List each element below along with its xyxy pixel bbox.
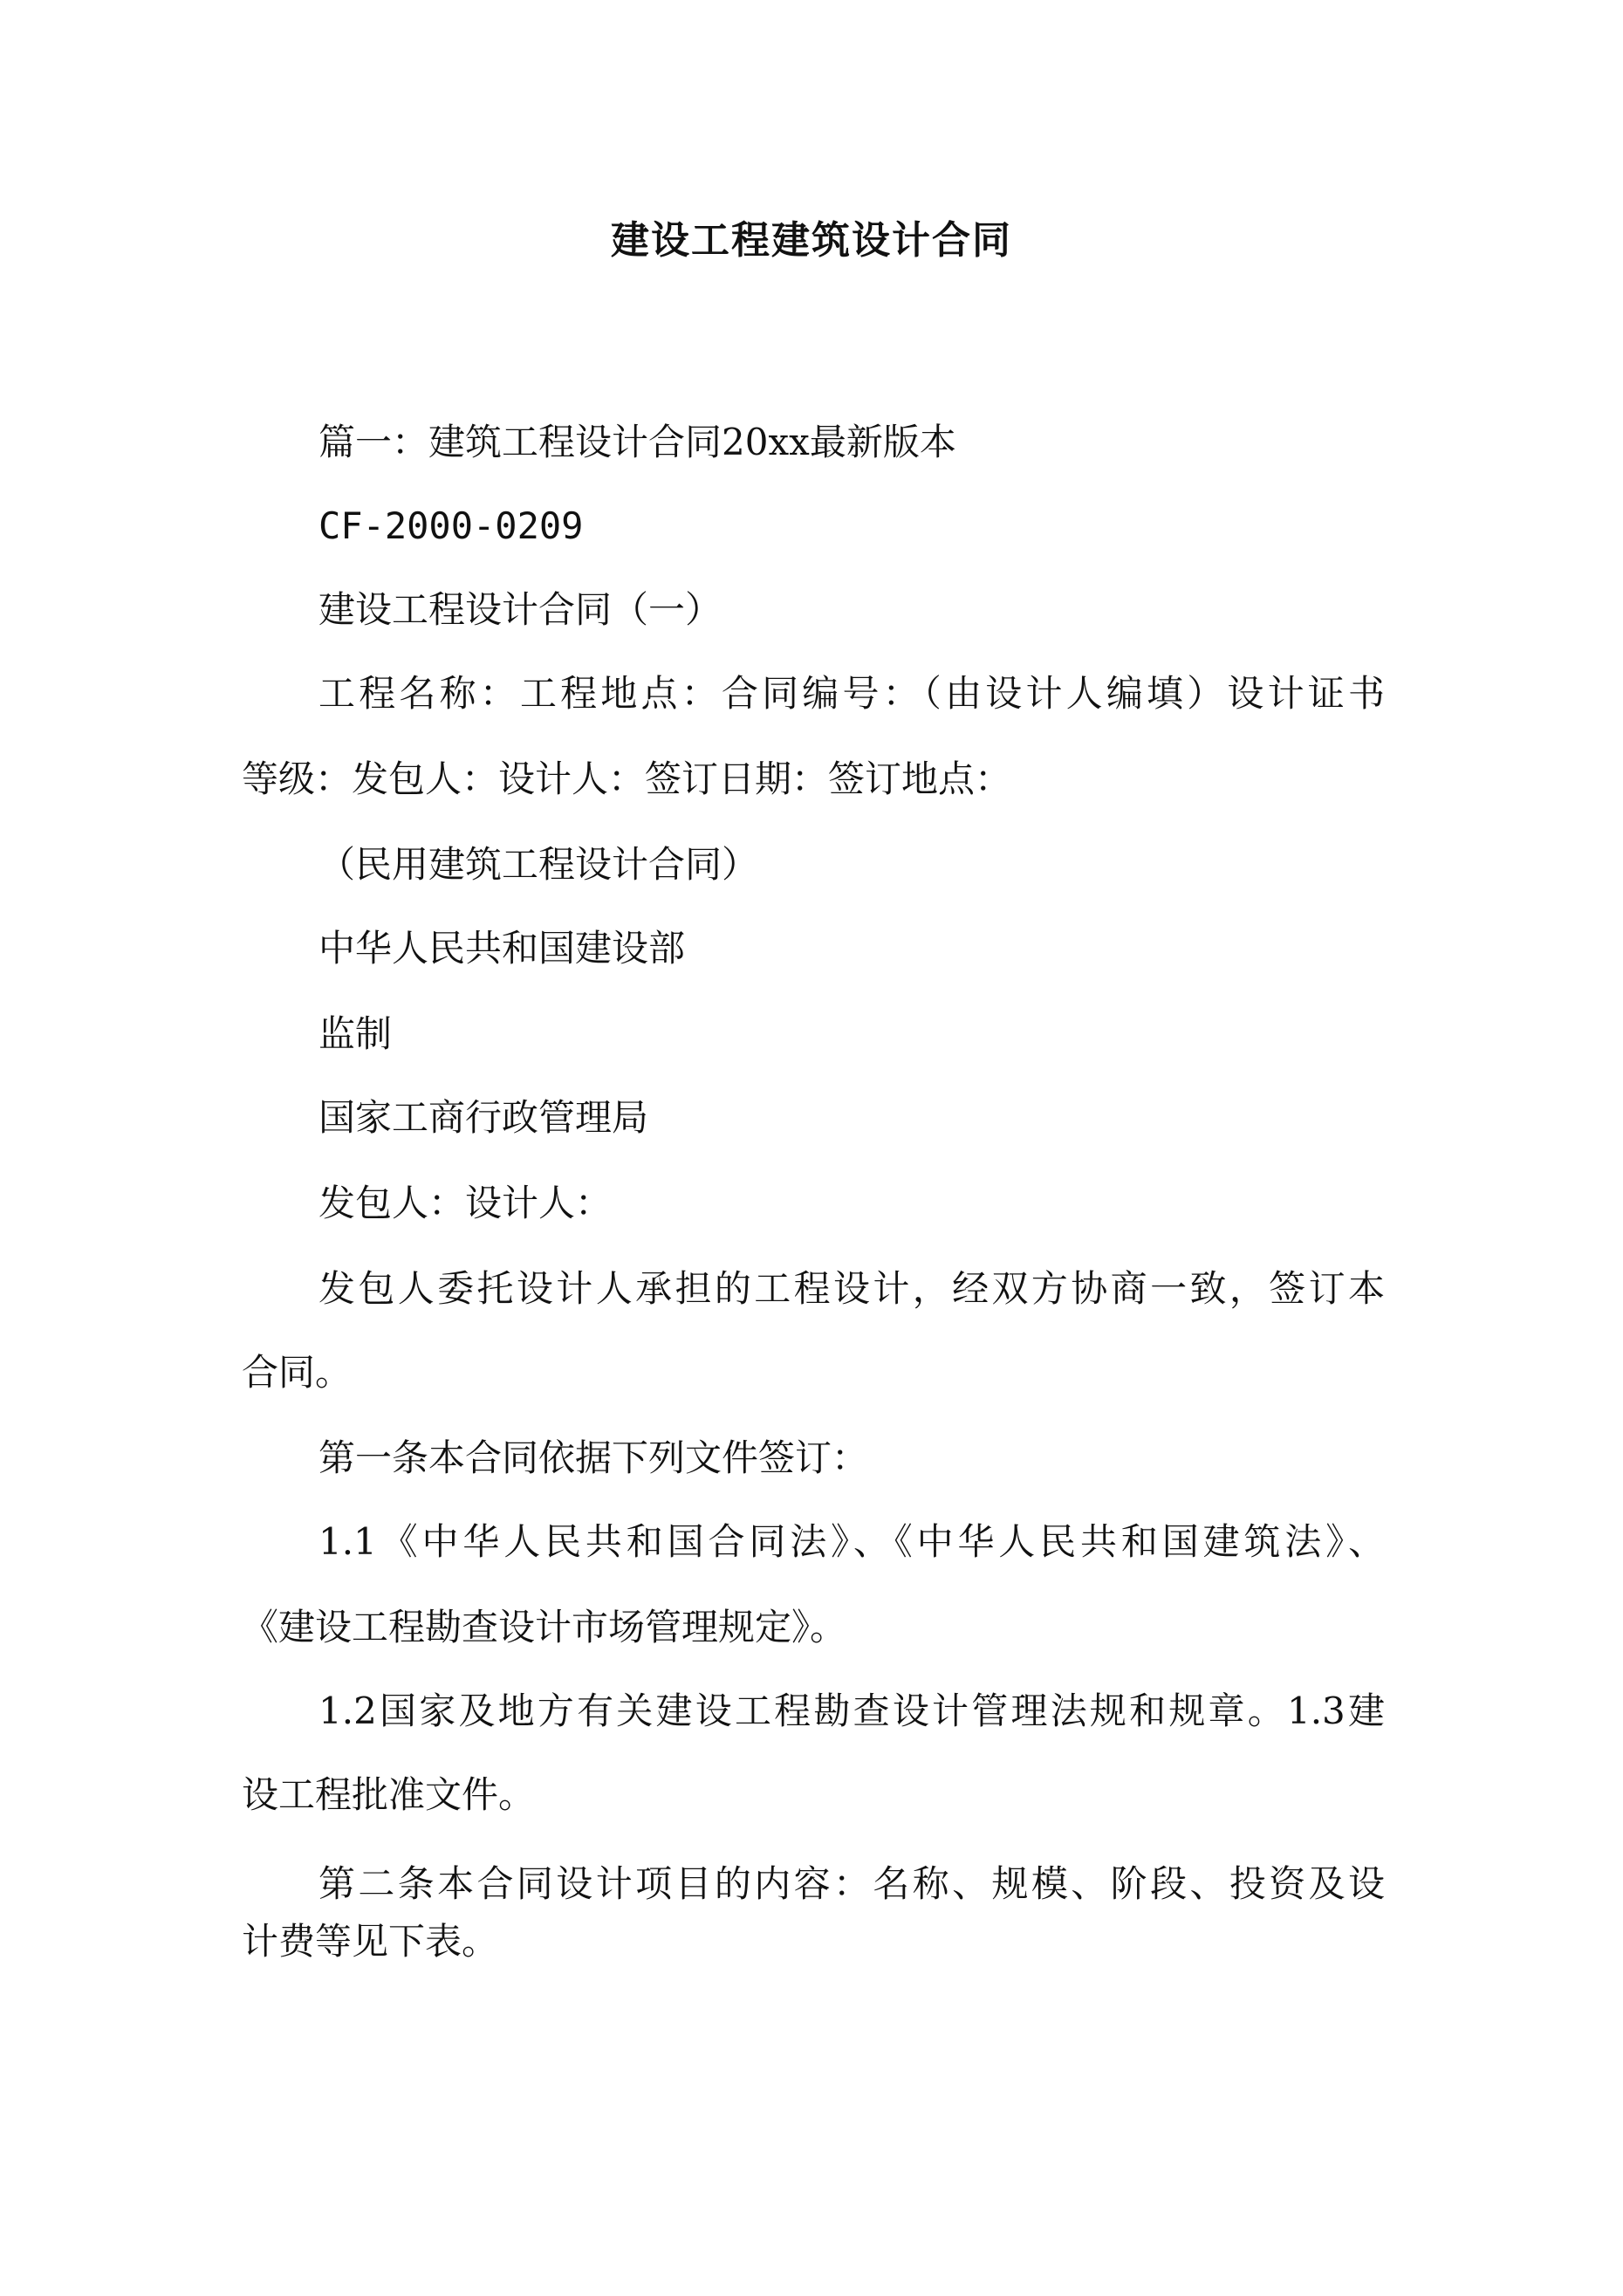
paragraph-line: 等级：发包人：设计人：签订日期：签订地点：: [242, 757, 1012, 800]
paragraph-line: 《建设工程勘查设计市场管理规定》。: [242, 1606, 847, 1648]
contract-subtitle: 建设工程设计合同（一）: [318, 588, 722, 631]
paragraph-line: 发包人委托设计人承担的工程设计，经双方协商一致，签订本: [318, 1267, 1385, 1310]
paragraph-line: 中华人民共和国建设部: [318, 927, 686, 970]
paragraph-line: 计费等见下表。: [242, 1920, 499, 1963]
paragraph-line: 1.2国家及地方有关建设工程勘查设计管理法规和规章。1.3建: [318, 1689, 1385, 1732]
paragraph-line: （民用建筑工程设计合同）: [318, 843, 759, 886]
contract-code: CF-2000-0209: [318, 504, 584, 547]
paragraph-line: 国家工商行政管理局: [318, 1096, 649, 1139]
paragraph-line: 设工程批准文件。: [242, 1773, 536, 1816]
paragraph-line: 工程名称：工程地点：合同编号：（由设计人编填）设计证书: [318, 672, 1385, 715]
paragraph-line: 合同。: [242, 1351, 353, 1394]
paragraph-line: 1.1《中华人民共和国合同法》、《中华人民共和国建筑法》、: [318, 1520, 1385, 1563]
document-title: 建设工程建筑设计合同: [611, 218, 1012, 263]
paragraph-line: 发包人：设计人：: [318, 1182, 613, 1224]
paragraph-line: 第一条本合同依据下列文件签订：: [318, 1436, 869, 1479]
paragraph-line: 第二条本合同设计项目的内容：名称、规模、阶段、投资及设: [318, 1862, 1385, 1905]
section-heading: 篇一：建筑工程设计合同20xx最新版本: [318, 421, 956, 463]
paragraph-line: 监制: [318, 1012, 393, 1055]
